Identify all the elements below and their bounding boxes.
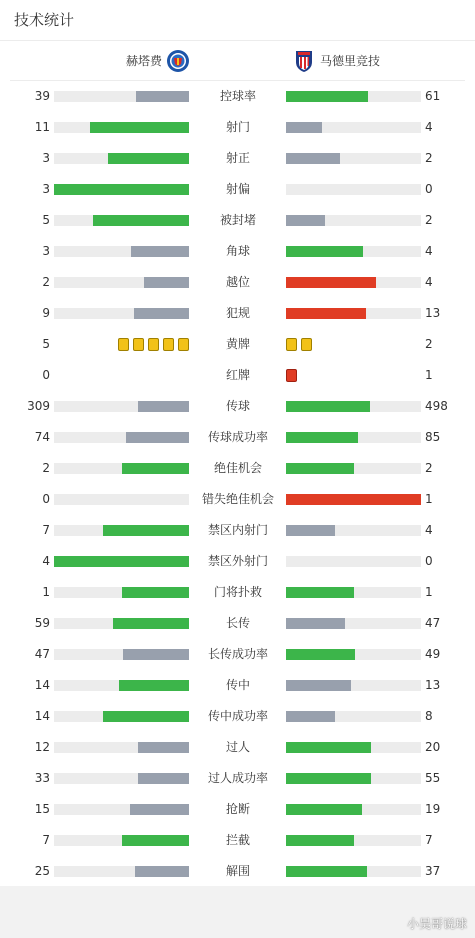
stat-label: 错失绝佳机会 bbox=[201, 492, 274, 506]
stat-label: 门将扑救 bbox=[213, 585, 262, 599]
divider bbox=[0, 40, 475, 41]
away-bar-track bbox=[286, 215, 421, 226]
home-bar bbox=[131, 246, 189, 257]
stat-row bbox=[0, 701, 475, 732]
home-bar-track bbox=[54, 680, 189, 691]
away-value: 0 bbox=[425, 554, 433, 568]
stat-row bbox=[0, 732, 475, 763]
home-value: 74 bbox=[34, 430, 50, 444]
away-bar-track bbox=[286, 649, 421, 660]
stat-row bbox=[0, 236, 475, 267]
away-bar bbox=[286, 308, 366, 319]
away-value: 85 bbox=[425, 430, 441, 444]
home-value: 14 bbox=[34, 709, 50, 723]
stat-label: 越位 bbox=[225, 275, 250, 289]
stat-row bbox=[0, 515, 475, 546]
stat-row bbox=[0, 267, 475, 298]
away-bar-track bbox=[286, 401, 421, 412]
home-bar bbox=[134, 308, 189, 319]
away-bar bbox=[286, 246, 363, 257]
home-bar-track bbox=[54, 742, 189, 753]
home-bar-track bbox=[54, 277, 189, 288]
home-bar-track bbox=[54, 587, 189, 598]
stat-row bbox=[0, 143, 475, 174]
yellow-card-icon bbox=[163, 338, 174, 351]
away-bar bbox=[286, 525, 335, 536]
home-bar bbox=[93, 215, 189, 226]
away-bar-track bbox=[286, 835, 421, 846]
away-value: 13 bbox=[425, 678, 441, 692]
home-bar bbox=[113, 618, 189, 629]
stat-label: 射偏 bbox=[225, 182, 250, 196]
away-bar-track bbox=[286, 742, 421, 753]
stat-row bbox=[0, 670, 475, 701]
away-bar bbox=[286, 587, 354, 598]
home-value: 33 bbox=[34, 771, 50, 785]
home-bar-track bbox=[54, 153, 189, 164]
home-bar-track bbox=[54, 494, 189, 505]
stat-row bbox=[0, 639, 475, 670]
section-title: 技术统计 bbox=[14, 11, 75, 29]
away-bar bbox=[286, 277, 376, 288]
away-bar bbox=[286, 153, 340, 164]
away-value: 1 bbox=[425, 368, 433, 382]
home-value: 0 bbox=[42, 492, 50, 506]
home-value: 47 bbox=[34, 647, 50, 661]
home-value: 5 bbox=[42, 213, 50, 227]
home-value: 2 bbox=[42, 461, 50, 475]
away-value: 2 bbox=[425, 337, 433, 351]
away-value: 4 bbox=[425, 244, 433, 258]
stat-row bbox=[0, 174, 475, 205]
away-team-name: 马德里竞技 bbox=[320, 54, 381, 68]
away-bar-track bbox=[286, 556, 421, 567]
away-bar bbox=[286, 680, 351, 691]
home-bar bbox=[144, 277, 189, 288]
stat-row bbox=[0, 112, 475, 143]
away-value: 7 bbox=[425, 833, 433, 847]
away-bar bbox=[286, 804, 362, 815]
away-value: 55 bbox=[425, 771, 441, 785]
home-value: 59 bbox=[34, 616, 50, 630]
stat-label: 拦截 bbox=[225, 833, 250, 847]
away-value: 8 bbox=[425, 709, 433, 723]
home-bar bbox=[103, 711, 189, 722]
home-value: 0 bbox=[42, 368, 50, 382]
away-value: 4 bbox=[425, 523, 433, 537]
stat-row bbox=[0, 298, 475, 329]
yellow-card-icon bbox=[286, 338, 297, 351]
home-value: 5 bbox=[42, 337, 50, 351]
home-value: 11 bbox=[34, 120, 50, 134]
home-bar bbox=[103, 525, 189, 536]
away-bar bbox=[286, 494, 421, 505]
yellow-card-icon bbox=[118, 338, 129, 351]
away-bar bbox=[286, 463, 354, 474]
home-bar bbox=[123, 649, 189, 660]
home-team-name: 赫塔费 bbox=[125, 54, 162, 68]
home-bar-track bbox=[54, 308, 189, 319]
home-bar-track bbox=[54, 711, 189, 722]
away-bar bbox=[286, 866, 367, 877]
yellow-card-icon bbox=[148, 338, 159, 351]
home-bar bbox=[126, 432, 189, 443]
stat-label: 犯规 bbox=[225, 306, 250, 320]
home-bar-track bbox=[54, 866, 189, 877]
away-value: 498 bbox=[425, 399, 448, 413]
home-bar bbox=[122, 835, 190, 846]
home-value: 1 bbox=[42, 585, 50, 599]
home-bar-track bbox=[54, 804, 189, 815]
stat-row bbox=[0, 360, 475, 391]
away-value: 2 bbox=[425, 461, 433, 475]
home-bar bbox=[119, 680, 189, 691]
home-value: 3 bbox=[42, 151, 50, 165]
away-value: 37 bbox=[425, 864, 441, 878]
away-bar-track bbox=[286, 866, 421, 877]
away-bar-track bbox=[286, 153, 421, 164]
away-bar bbox=[286, 91, 368, 102]
away-bar bbox=[286, 432, 358, 443]
away-value: 61 bbox=[425, 89, 441, 103]
stat-label: 抢断 bbox=[225, 802, 250, 816]
yellow-card-icon bbox=[301, 338, 312, 351]
stat-row bbox=[0, 484, 475, 515]
stat-label: 禁区内射门 bbox=[207, 523, 268, 537]
home-bar-track bbox=[54, 246, 189, 257]
away-value: 1 bbox=[425, 492, 433, 506]
away-bar-track bbox=[286, 618, 421, 629]
away-value: 4 bbox=[425, 120, 433, 134]
home-value: 14 bbox=[34, 678, 50, 692]
home-value: 7 bbox=[42, 833, 50, 847]
home-value: 3 bbox=[42, 244, 50, 258]
away-bar bbox=[286, 711, 335, 722]
away-bar bbox=[286, 122, 322, 133]
stat-label: 射正 bbox=[225, 151, 250, 165]
away-value: 0 bbox=[425, 182, 433, 196]
away-bar bbox=[286, 618, 345, 629]
stat-label: 传中 bbox=[225, 678, 250, 692]
yellow-card-icon bbox=[178, 338, 189, 351]
away-bar bbox=[286, 649, 355, 660]
away-bar-track bbox=[286, 525, 421, 536]
stat-label: 角球 bbox=[225, 244, 250, 258]
stat-label: 绝佳机会 bbox=[213, 461, 262, 475]
red-card-icon bbox=[286, 369, 297, 382]
home-bar-track bbox=[54, 463, 189, 474]
home-bar-track bbox=[54, 91, 189, 102]
stat-row bbox=[0, 546, 475, 577]
away-bar-track bbox=[286, 463, 421, 474]
home-bar-track bbox=[54, 773, 189, 784]
stat-row bbox=[0, 391, 475, 422]
home-bar bbox=[138, 742, 189, 753]
getafe-crest-icon bbox=[166, 49, 190, 73]
away-bar-track bbox=[286, 277, 421, 288]
home-bar-track bbox=[54, 525, 189, 536]
home-bar-track bbox=[54, 401, 189, 412]
home-bar bbox=[138, 401, 189, 412]
away-bar bbox=[286, 742, 371, 753]
away-cards bbox=[286, 369, 297, 382]
away-bar bbox=[286, 835, 354, 846]
away-bar-track bbox=[286, 494, 421, 505]
home-bar bbox=[54, 556, 189, 567]
home-cards bbox=[118, 338, 189, 351]
away-bar-track bbox=[286, 804, 421, 815]
stat-label: 传球 bbox=[225, 399, 250, 413]
stat-label: 过人 bbox=[225, 740, 250, 754]
home-bar bbox=[108, 153, 189, 164]
home-value: 9 bbox=[42, 306, 50, 320]
stat-label: 长传成功率 bbox=[207, 647, 268, 661]
stat-row bbox=[0, 453, 475, 484]
yellow-card-icon bbox=[133, 338, 144, 351]
stat-label: 红牌 bbox=[225, 368, 250, 382]
stat-row bbox=[0, 205, 475, 236]
stat-row bbox=[0, 329, 475, 360]
away-bar-track bbox=[286, 587, 421, 598]
away-bar bbox=[286, 773, 371, 784]
stat-label: 传球成功率 bbox=[207, 430, 268, 444]
away-value: 2 bbox=[425, 213, 433, 227]
home-value: 7 bbox=[42, 523, 50, 537]
home-bar bbox=[54, 184, 189, 195]
away-value: 4 bbox=[425, 275, 433, 289]
home-bar bbox=[135, 866, 189, 877]
home-value: 2 bbox=[42, 275, 50, 289]
away-value: 49 bbox=[425, 647, 441, 661]
away-value: 2 bbox=[425, 151, 433, 165]
stat-label: 黄牌 bbox=[225, 337, 250, 351]
home-bar bbox=[138, 773, 189, 784]
home-bar bbox=[122, 587, 190, 598]
stat-label: 过人成功率 bbox=[207, 771, 268, 785]
stat-row bbox=[0, 856, 475, 887]
away-value: 47 bbox=[425, 616, 441, 630]
away-value: 20 bbox=[425, 740, 441, 754]
home-bar-track bbox=[54, 556, 189, 567]
stat-row bbox=[0, 422, 475, 453]
home-bar bbox=[122, 463, 190, 474]
watermark: 小吴哥说球 bbox=[406, 917, 467, 931]
away-value: 19 bbox=[425, 802, 441, 816]
home-bar-track bbox=[54, 122, 189, 133]
away-bar-track bbox=[286, 122, 421, 133]
home-bar-track bbox=[54, 184, 189, 195]
home-value: 39 bbox=[34, 89, 50, 103]
home-value: 3 bbox=[42, 182, 50, 196]
home-bar-track bbox=[54, 618, 189, 629]
stat-label: 长传 bbox=[225, 616, 250, 630]
stat-label: 被封堵 bbox=[219, 213, 256, 227]
away-bar-track bbox=[286, 773, 421, 784]
home-bar-track bbox=[54, 432, 189, 443]
away-value: 13 bbox=[425, 306, 441, 320]
away-bar-track bbox=[286, 246, 421, 257]
team-header bbox=[0, 44, 475, 78]
away-bar-track bbox=[286, 680, 421, 691]
stat-row bbox=[0, 577, 475, 608]
home-value: 25 bbox=[34, 864, 50, 878]
home-bar-track bbox=[54, 215, 189, 226]
stat-label: 解围 bbox=[225, 864, 250, 878]
home-bar bbox=[136, 91, 189, 102]
home-bar-track bbox=[54, 835, 189, 846]
away-value: 1 bbox=[425, 585, 433, 599]
stat-label: 控球率 bbox=[219, 89, 256, 103]
stat-label: 射门 bbox=[225, 120, 250, 134]
stat-row bbox=[0, 81, 475, 112]
away-bar bbox=[286, 401, 370, 412]
home-bar-track bbox=[54, 649, 189, 660]
away-bar-track bbox=[286, 711, 421, 722]
atletico-madrid-crest-icon bbox=[292, 49, 316, 73]
stat-label: 禁区外射门 bbox=[207, 554, 268, 568]
home-bar bbox=[130, 804, 189, 815]
away-bar-track bbox=[286, 308, 421, 319]
away-bar-track bbox=[286, 432, 421, 443]
stat-row bbox=[0, 794, 475, 825]
away-bar bbox=[286, 215, 325, 226]
away-bar-track bbox=[286, 91, 421, 102]
home-value: 4 bbox=[42, 554, 50, 568]
stat-row bbox=[0, 608, 475, 639]
home-value: 309 bbox=[27, 399, 50, 413]
home-bar bbox=[90, 122, 189, 133]
stat-label: 传中成功率 bbox=[207, 709, 268, 723]
home-value: 15 bbox=[34, 802, 50, 816]
away-cards bbox=[286, 338, 312, 351]
home-value: 12 bbox=[34, 740, 50, 754]
stat-row bbox=[0, 825, 475, 856]
away-bar-track bbox=[286, 184, 421, 195]
stat-row bbox=[0, 763, 475, 794]
